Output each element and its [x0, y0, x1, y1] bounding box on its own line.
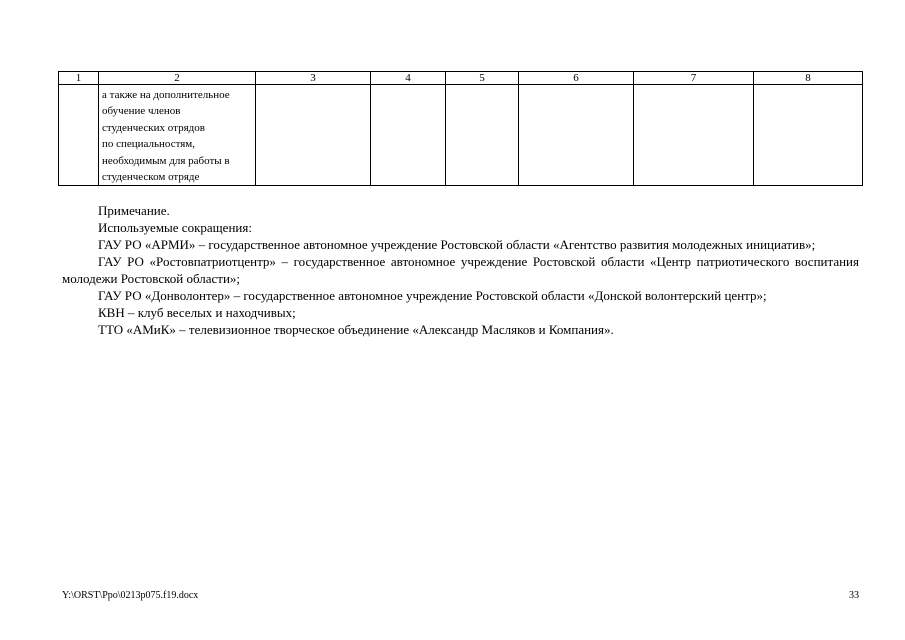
- column-header-4: 4: [371, 72, 446, 85]
- cell-text-line: необходимым для работы в: [102, 154, 230, 167]
- table-header-row: [59, 72, 863, 85]
- column-header-8: 8: [754, 72, 863, 85]
- table-row: [59, 85, 863, 186]
- footer-file-path: Y:\ORST\Ppo\0213p075.f19.docx: [62, 590, 199, 601]
- cell-text-line: обучение членов: [102, 105, 181, 118]
- abbreviation-donvolonter: ГАУ РО «Донволонтер» – государственное автономное учреждение Ростовской области «Донской волонтерский центр»;: [98, 288, 767, 303]
- abbreviation-kvn: КВН – клуб веселых и находчивых;: [98, 305, 296, 320]
- table-cell-col6: [519, 85, 634, 186]
- abbreviation-rostovpatriotcentr: ГАУ РО «Ростовпатриотцентр» – государственное автономное учреждение Ростовской области «Центр патриотического воспитания молодежи Ростовской области»;: [62, 254, 859, 286]
- column-header-6: 6: [519, 72, 634, 85]
- table-cell-col5: [446, 85, 519, 186]
- table-cell-col2: [99, 85, 256, 186]
- data-table: [58, 71, 863, 186]
- table-cell-col3: [256, 85, 371, 186]
- notes-intro: Используемые сокращения:: [98, 220, 252, 235]
- table-cell-col7: [634, 85, 754, 186]
- notes-section: [62, 202, 859, 338]
- cell-text: [99, 85, 255, 185]
- cell-text-line: студенческом отряде: [102, 171, 200, 184]
- column-header-1: 1: [59, 72, 99, 85]
- abbreviation-amik: ТТО «АМиК» – телевизионное творческое объединение «Александр Масляков и Компания».: [98, 322, 614, 337]
- column-header-5: 5: [446, 72, 519, 85]
- column-header-7: 7: [634, 72, 754, 85]
- abbreviation-armi: ГАУ РО «АРМИ» – государственное автономное учреждение Ростовской области «Агентство развития молодежных инициатив»;: [98, 237, 816, 252]
- column-header-2: 2: [99, 72, 256, 85]
- table-cell-col4: [371, 85, 446, 186]
- notes-heading: Примечание.: [98, 203, 170, 218]
- cell-text-line: по специальностям,: [102, 138, 196, 151]
- table-cell-col1: [59, 85, 99, 186]
- column-header-3: 3: [256, 72, 371, 85]
- table-cell-col8: [754, 85, 863, 186]
- cell-text-line: а также на дополнительное: [102, 89, 230, 101]
- page-number: 33: [849, 590, 859, 601]
- cell-text-line: студенческих отрядов: [102, 121, 205, 134]
